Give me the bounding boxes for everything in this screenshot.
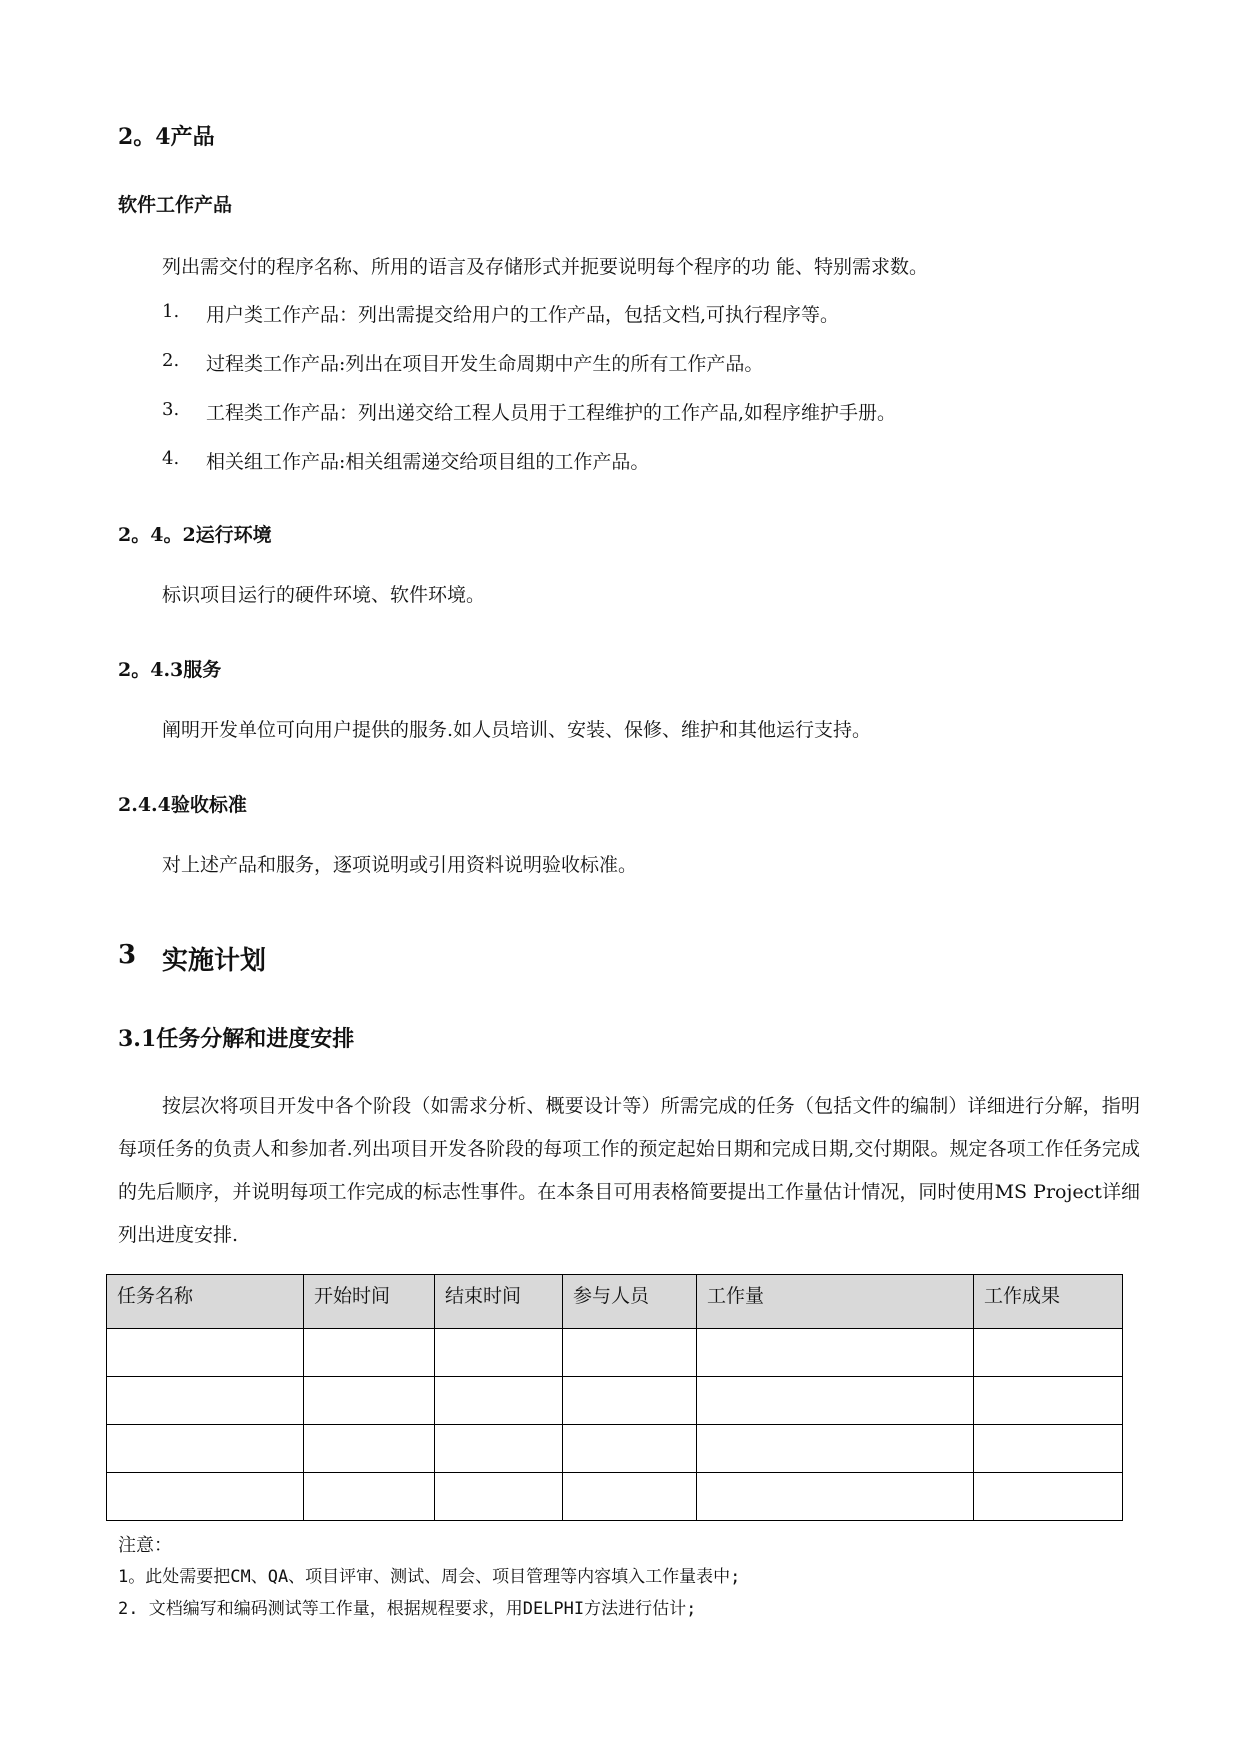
table-cell [107, 1473, 304, 1521]
table-cell [563, 1473, 697, 1521]
task-table [106, 1274, 1123, 1521]
intro-text: 列出需交付的程序名称、所用的语言及存储形式并扼要说明每个程序的功 能、特别需求数。 [162, 256, 929, 278]
table-cell [107, 1377, 304, 1425]
table-cell [974, 1329, 1123, 1377]
task-breakdown-paragraph: 按层次将项目开发中各个阶段（如需求分析、概要设计等）所需完成的任务（包括文件的编制）详细进行分解，指明每项任务的负责人和参加者.列出项目开发各阶段的每项工作的预定起始日期和完成日期,交付期限。规定各项工作任务完成的先后顺序，并说明每项工作完成的标志性事件。在本条目可用表格简要提出工作量估计情况，同时使用MS Project详细列出进度安排. [118, 1095, 1140, 1246]
env-text: 标识项目运行的硬件环境、软件环境。 [162, 584, 486, 606]
table-cell [697, 1425, 974, 1473]
task-breakdown-heading: 3.1任务分解和进度安排 [118, 1026, 355, 1052]
acceptance-heading: 2.4.4验收标准 [118, 794, 247, 816]
note-item: 2. 文档编写和编码测试等工作量，根据规程要求，用DELPHI方法进行估计; [118, 1599, 697, 1619]
acceptance-text: 对上述产品和服务，逐项说明或引用资料说明验收标准。 [162, 854, 638, 876]
list-number: 4. [162, 448, 180, 469]
list-item-text: 用户类工作产品：列出需提交给用户的工作产品，包括文档,可执行程序等。 [206, 304, 840, 326]
table-cell [563, 1425, 697, 1473]
table-cell [304, 1425, 435, 1473]
table-row [107, 1377, 1123, 1425]
table-cell [563, 1329, 697, 1377]
table-cell [563, 1377, 697, 1425]
list-item-text: 工程类工作产品：列出递交给工程人员用于工程维护的工作产品,如程序维护手册。 [206, 402, 897, 424]
table-cell [107, 1329, 304, 1377]
section-heading-2-4: 2。4产品 [118, 124, 215, 150]
software-products-heading: 软件工作产品 [118, 194, 233, 216]
table-cell [435, 1473, 563, 1521]
note-item: 1。此处需要把CM、QA、项目评审、测试、周会、项目管理等内容填入工作量表中; [118, 1567, 741, 1587]
table-cell [697, 1329, 974, 1377]
header-deliverables: 工作成果 [974, 1275, 1123, 1329]
table-row [107, 1473, 1123, 1521]
header-workload: 工作量 [697, 1275, 974, 1329]
header-start-time: 开始时间 [304, 1275, 435, 1329]
notes-label: 注意： [118, 1535, 172, 1556]
table-cell [435, 1425, 563, 1473]
service-text: 阐明开发单位可向用户提供的服务.如人员培训、安装、保修、维护和其他运行支持。 [162, 719, 872, 741]
table-cell [974, 1473, 1123, 1521]
list-item-text: 过程类工作产品:列出在项目开发生命周期中产生的所有工作产品。 [206, 353, 764, 375]
table-cell [304, 1329, 435, 1377]
header-participants: 参与人员 [563, 1275, 697, 1329]
table-cell [697, 1473, 974, 1521]
service-heading: 2。4.3服务 [118, 659, 222, 681]
table-cell [697, 1377, 974, 1425]
table-header-row [107, 1275, 1123, 1329]
env-heading: 2。4。2运行环境 [118, 524, 272, 546]
table-cell [974, 1425, 1123, 1473]
table-cell [435, 1329, 563, 1377]
section-number-3: 3 [118, 940, 137, 970]
header-end-time: 结束时间 [435, 1275, 563, 1329]
table-cell [304, 1473, 435, 1521]
table-row [107, 1329, 1123, 1377]
section-title-3: 实施计划 [162, 946, 267, 976]
list-item-text: 相关组工作产品:相关组需递交给项目组的工作产品。 [206, 451, 650, 473]
header-task-name: 任务名称 [107, 1275, 304, 1329]
table-cell [435, 1377, 563, 1425]
list-number: 2. [162, 350, 180, 371]
table-cell [304, 1377, 435, 1425]
table-cell [107, 1425, 304, 1473]
list-number: 3. [162, 399, 180, 420]
table-cell [974, 1377, 1123, 1425]
list-number: 1. [162, 301, 180, 322]
table-row [107, 1425, 1123, 1473]
